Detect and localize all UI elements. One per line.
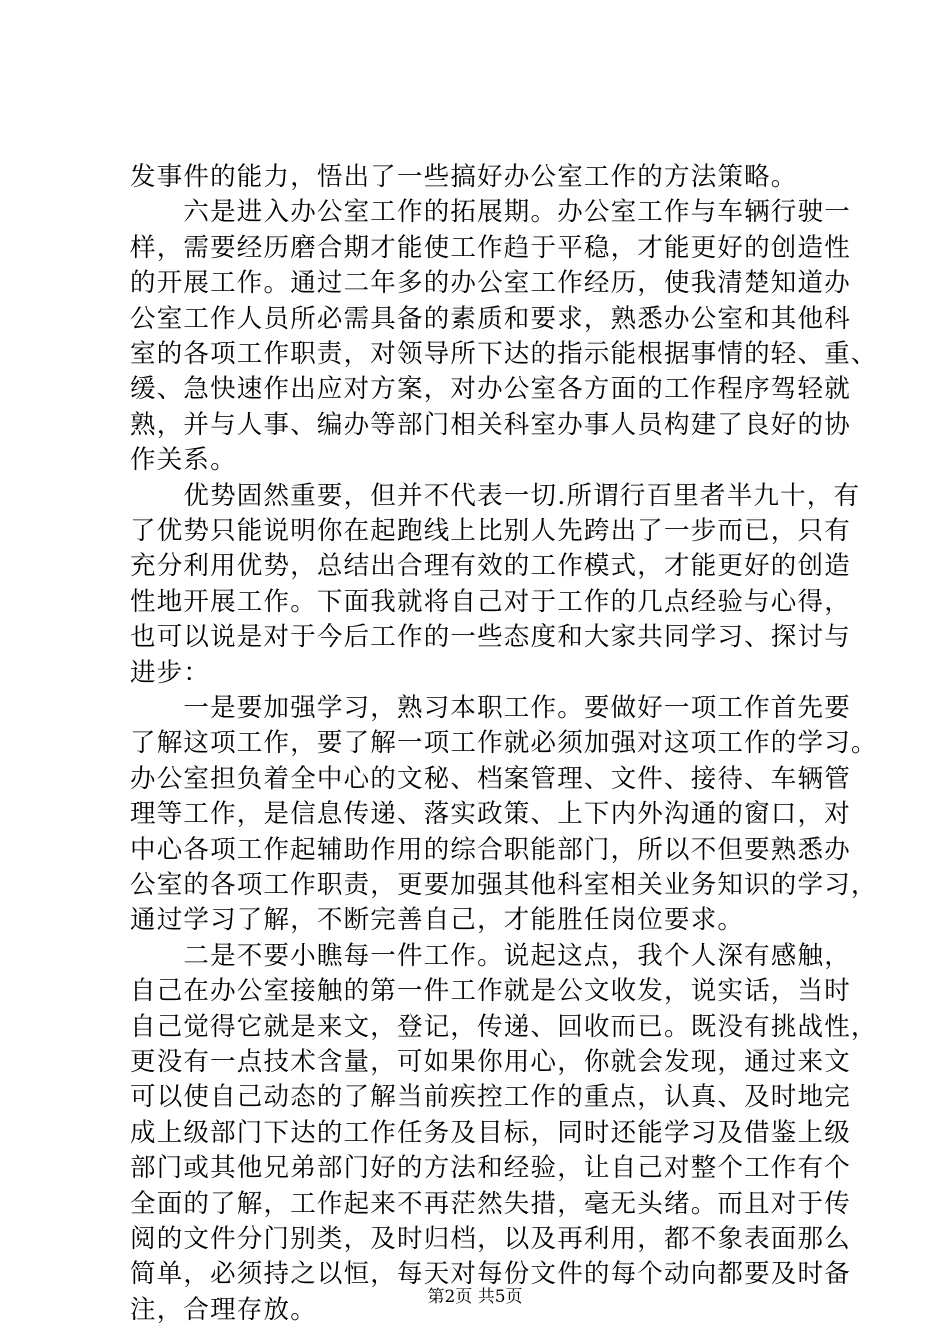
text-line: 优势固然重要，但并不代表一切.所谓行百里者半九十，有	[130, 480, 861, 511]
text-line: 自己在办公室接触的第一件工作就是公文收发，说实话，当时	[130, 976, 851, 1007]
text-line: 可以使自己动态的了解当前疾控工作的重点，认真、及时地完	[130, 1082, 851, 1113]
text-line: 性地开展工作。下面我就将自己对于工作的几点经验与心得，	[130, 586, 851, 617]
text-line: 成上级部门下达的工作任务及目标，同时还能学习及借鉴上级	[130, 1117, 851, 1148]
text-line: 进步：	[130, 657, 211, 688]
text-line: 了优势只能说明你在起跑线上比别人先跨出了一步而已，只有	[130, 516, 851, 546]
text-line: 的开展工作。通过二年多的办公室工作经历，使我清楚知道办	[130, 268, 851, 299]
text-line: 中心各项工作起辅助作用的综合职能部门，所以不但要熟悉办	[130, 834, 851, 865]
text-line: 自己觉得它就是来文，登记，传递、回收而已。既没有挑战性，	[130, 1011, 878, 1042]
text-line: 也可以说是对于今后工作的一些态度和大家共同学习、探讨与	[130, 622, 851, 653]
page-footer: 第2页 共5页	[427, 1287, 523, 1307]
text-line: 公室工作人员所必需具备的素质和要求，熟悉办公室和其他科	[130, 303, 851, 334]
text-line: 阅的文件分门别类，及时归档，以及再利用，都不象表面那么	[130, 1224, 851, 1254]
text-line: 二是不要小瞧每一件工作。说起这点，我个人深有感触，	[130, 940, 851, 971]
text-line: 室的各项工作职责，对领导所下达的指示能根据事情的轻、重、	[130, 339, 878, 369]
text-line: 部门或其他兄弟部门好的方法和经验，让自己对整个工作有个	[130, 1153, 851, 1184]
text-line: 六是进入办公室工作的拓展期。办公室工作与车辆行驶一	[130, 197, 851, 228]
text-line: 一是要加强学习，熟习本职工作。要做好一项工作首先要	[130, 693, 851, 723]
text-line: 缓、急快速作出应对方案，对办公室各方面的工作程序驾轻就	[130, 374, 851, 405]
text-line: 充分利用优势，总结出合理有效的工作模式，才能更好的创造	[130, 551, 851, 582]
text-line: 熟，并与人事、编办等部门相关科室办事人员构建了良好的协	[130, 409, 851, 440]
text-line: 了解这项工作，要了解一项工作就必须加强对这项工作的学习。	[130, 728, 878, 759]
text-line: 注，合理存放。	[130, 1294, 317, 1325]
text-line: 简单，必须持之以恒，每天对每份文件的每个动向都要及时备	[130, 1259, 851, 1290]
text-line: 发事件的能力，悟出了一些搞好办公室工作的方法策略。	[130, 162, 798, 192]
text-line: 办公室担负着全中心的文秘、档案管理、文件、接待、车辆管	[130, 763, 851, 794]
text-line: 公室的各项工作职责，更要加强其他科室相关业务知识的学习，	[130, 870, 878, 900]
text-line: 通过学习了解，不断完善自己，才能胜任岗位要求。	[130, 905, 745, 936]
text-line: 作关系。	[130, 445, 237, 476]
text-line: 样，需要经历磨合期才能使工作趋于平稳，才能更好的创造性	[130, 232, 851, 263]
text-line: 更没有一点技术含量，可如果你用心，你就会发现，通过来文	[130, 1047, 851, 1077]
text-line: 全面的了解，工作起来不再茫然失措，毫无头绪。而且对于传	[130, 1188, 851, 1219]
text-line: 理等工作，是信息传递、落实政策、上下内外沟通的窗口，对	[130, 799, 851, 830]
